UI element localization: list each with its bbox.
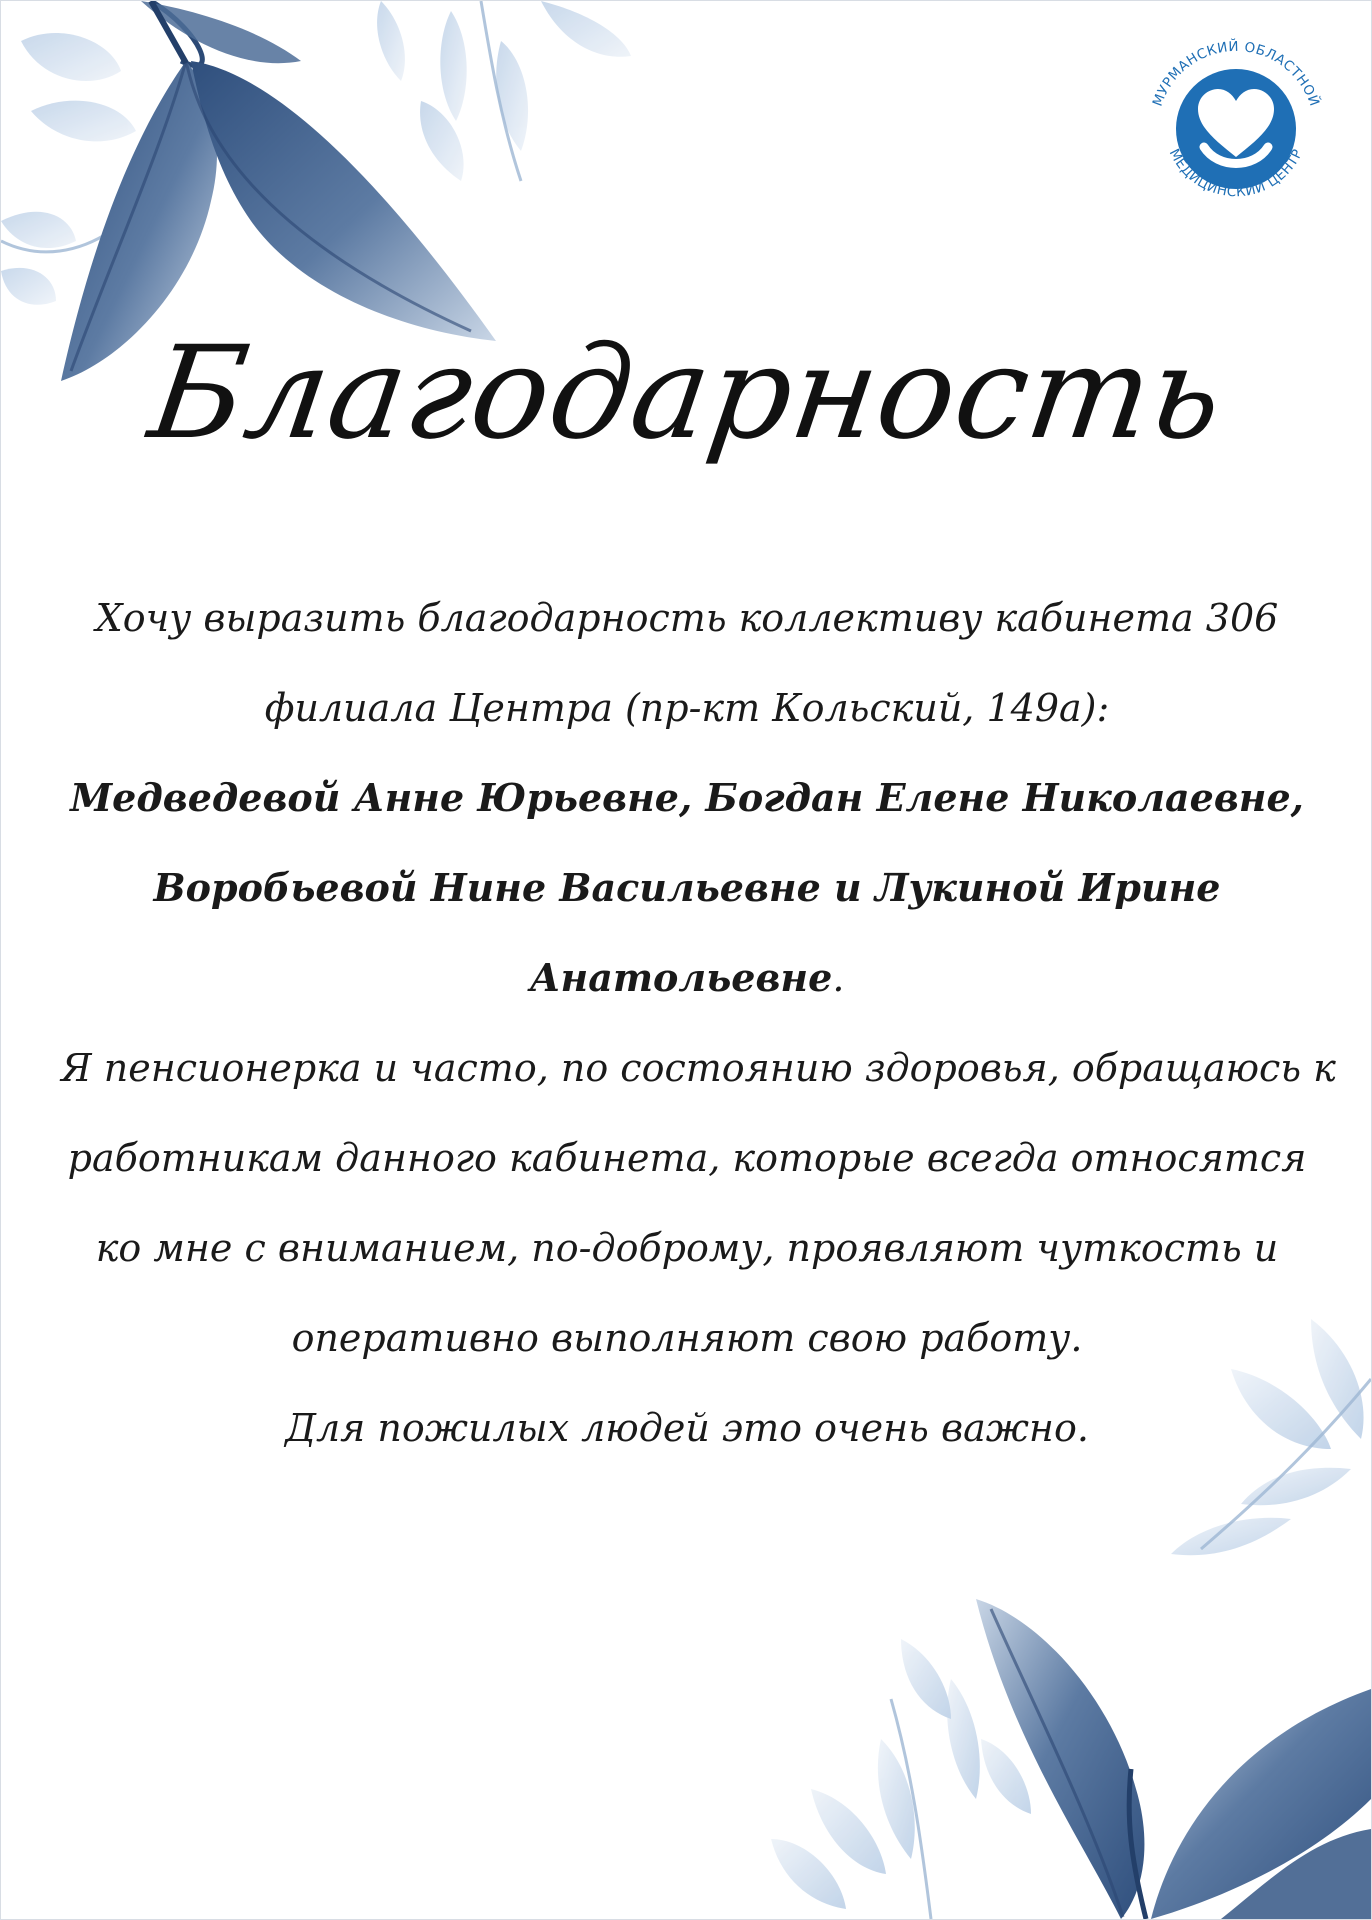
svg-text:МЕДИЦИНСКИЙ ЦЕНТР: МЕДИЦИНСКИЙ ЦЕНТР	[1165, 146, 1307, 201]
closing-line: Для пожилых людей это очень важно.	[285, 1406, 1089, 1450]
body-line: Я пенсионерка и часто, по состоянию здоровья, обращаюсь к	[61, 1046, 1336, 1090]
body-line: работникам данного кабинета, которые всегда относятся	[67, 1136, 1307, 1180]
svg-text:МУРМАНСКИЙ ОБЛАСТНОЙ: МУРМАНСКИЙ ОБЛАСТНОЙ	[1149, 38, 1323, 109]
page-title: Благодарность	[141, 319, 1233, 468]
body-line: оперативно выполняют свою работу.	[291, 1316, 1083, 1360]
medical-center-logo	[1136, 29, 1336, 229]
staff-names-line: Медведевой Анне Юрьевне, Богдан Елене Николаевне,	[70, 775, 1304, 820]
letter-body	[61, 573, 1336, 1473]
intro-line: Хочу выразить благодарность коллективу кабинета 306	[95, 596, 1279, 640]
staff-name-fragment: Анатольевне	[529, 955, 833, 1000]
intro-line: филиала Центра (пр-кт Кольский, 149а):	[264, 686, 1110, 730]
body-line: ко мне с вниманием, по-доброму, проявляют чуткость и	[95, 1226, 1279, 1270]
period: .	[832, 956, 845, 1000]
staff-names-line: Воробьевой Нине Васильевне и Лукиной Ирине	[153, 865, 1221, 910]
staff-names-line-last	[61, 933, 1313, 1023]
